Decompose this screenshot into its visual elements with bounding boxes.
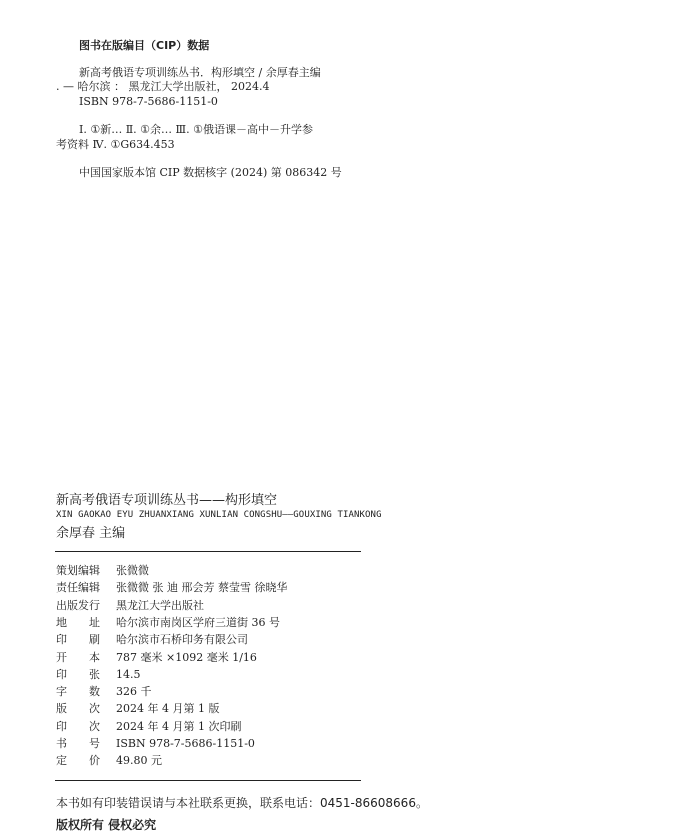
chief-editor: 余厚春 主编	[56, 526, 126, 541]
cip-heading: 图书在版编目（CIP）数据	[79, 39, 210, 52]
book-title: 新高考俄语专项训练丛书——构形填空	[56, 493, 278, 508]
cip-line-publisher: . — 哈尔滨 ： 黑龙江大学出版社， 2024.4	[56, 80, 270, 93]
info-row	[56, 562, 149, 579]
info-row	[56, 579, 287, 596]
copyright-notice: 版权所有 侵权必究	[56, 818, 157, 832]
info-value: 张微微	[116, 564, 149, 577]
info-row	[56, 735, 255, 752]
info-label: 地 址	[56, 615, 100, 629]
info-label: 印 张	[56, 667, 100, 681]
info-value: 326 千	[116, 685, 152, 699]
cip-line-classification-cont: 考资料 Ⅳ. ①G634.453	[56, 138, 175, 151]
info-value: 哈尔滨市石桥印务有限公司	[116, 633, 248, 647]
cip-line-record-number: 中国国家版本馆 CIP 数据核字 (2024) 第 086342 号	[79, 166, 342, 179]
info-value: 787 毫米 ×1092 毫米 1/16	[116, 650, 257, 664]
info-row	[56, 718, 241, 735]
info-label: 责任编辑	[56, 581, 100, 595]
info-label: 版 次	[56, 702, 100, 716]
info-value: 49.80 元	[116, 754, 162, 768]
info-label: 定 价	[56, 754, 100, 768]
info-label: 印 次	[56, 719, 100, 733]
book-title-pinyin: XIN GAOKAO EYU ZHUANXIANG XUNLIAN CONGSHU——GOUXING TIANKONG	[56, 510, 382, 520]
info-row	[56, 614, 280, 631]
info-value: ISBN 978-7-5686-1151-0	[116, 737, 255, 750]
info-label: 出版发行	[56, 598, 100, 612]
top-divider	[55, 551, 361, 552]
info-row	[56, 597, 204, 614]
info-row	[56, 700, 219, 717]
info-row	[56, 649, 257, 666]
cip-line-classification: Ⅰ. ①新… Ⅱ. ①余… Ⅲ. ①俄语课－高中－升学参	[79, 123, 313, 136]
contact-note: 本书如有印装错误请与本社联系更换，联系电话：0451-86608666。	[56, 796, 428, 810]
info-row	[56, 666, 141, 683]
info-label: 印 刷	[56, 633, 100, 647]
info-value: 黑龙江大学出版社	[116, 598, 204, 612]
info-value: 哈尔滨市南岗区学府三道街 36 号	[116, 615, 280, 629]
cip-line-isbn: ISBN 978-7-5686-1151-0	[79, 95, 218, 108]
info-row	[56, 752, 162, 769]
info-row	[56, 631, 248, 648]
info-value: 14.5	[116, 667, 141, 681]
info-value: 2024 年 4 月第 1 次印刷	[116, 719, 242, 733]
info-label: 字 数	[56, 685, 100, 699]
info-label: 开 本	[56, 650, 100, 664]
info-label: 书 号	[56, 737, 100, 750]
cip-line-title: 新高考俄语专项训练丛书．构形填空 / 余厚春主编	[79, 66, 321, 79]
info-value: 张微微 张 迪 邢会芳 蔡莹雪 徐晓华	[116, 581, 288, 595]
info-value: 2024 年 4 月第 1 版	[116, 702, 220, 716]
info-row	[56, 683, 152, 700]
info-label: 策划编辑	[56, 564, 100, 577]
bottom-divider	[55, 780, 361, 781]
